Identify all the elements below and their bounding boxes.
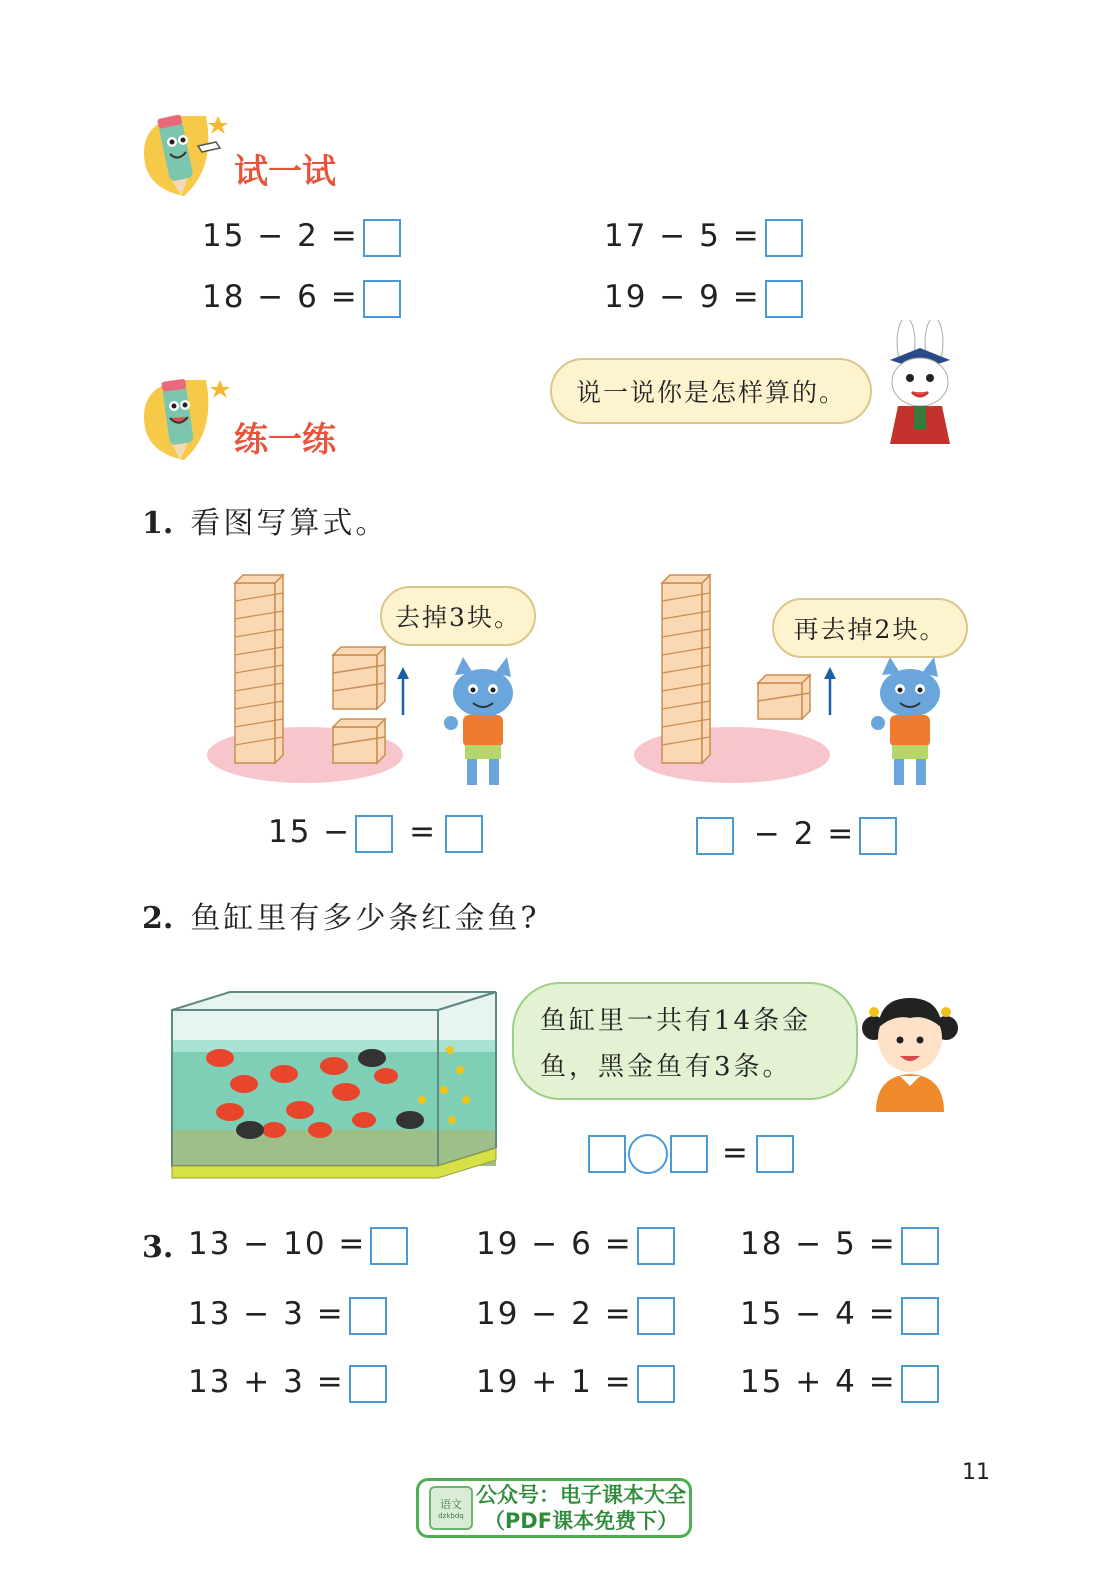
answer-box[interactable]	[670, 1135, 708, 1173]
question-number: 2.	[142, 901, 174, 936]
bubble-text: 再去掉2块。	[793, 615, 947, 644]
answer-box[interactable]	[637, 1365, 675, 1403]
question-2	[142, 893, 540, 937]
answer-box[interactable]	[859, 817, 897, 855]
pencil-mascot-icon	[136, 108, 231, 203]
equation-text: 15 − 4 =	[740, 1296, 897, 1332]
answer-box[interactable]	[363, 219, 401, 257]
rabbit-teacher-illustration	[870, 320, 970, 450]
q3-equation	[476, 1364, 675, 1403]
cat-speech-bubble	[380, 586, 536, 646]
try-title: 试一试	[234, 152, 336, 192]
equals-sign: =	[721, 1134, 750, 1171]
practice-section-header	[136, 372, 356, 467]
bubble-line: 鱼，黑金鱼有3条。	[540, 1052, 792, 1082]
question-3-number	[142, 1230, 173, 1265]
equals-sign: =	[409, 814, 438, 850]
answer-box[interactable]	[637, 1297, 675, 1335]
cat-mascot	[871, 657, 940, 785]
question-number: 3.	[142, 1230, 174, 1265]
q3-equation	[740, 1226, 939, 1265]
try-equation	[604, 218, 803, 257]
q3-equation	[476, 1296, 675, 1335]
equation-text: 13 − 3 =	[188, 1296, 345, 1332]
try-equation	[202, 279, 401, 318]
equation-text: 17 − 5 =	[604, 218, 761, 254]
answer-box[interactable]	[696, 817, 734, 855]
equation-text: 18 − 6 =	[202, 279, 359, 315]
book-icon-caption: dzkbdq	[438, 1512, 464, 1520]
cat-mascot	[444, 657, 513, 785]
book-icon-text: 语文	[440, 1498, 462, 1511]
answer-box[interactable]	[363, 280, 401, 318]
fish-tank-illustration	[160, 980, 510, 1180]
answer-box[interactable]	[588, 1135, 626, 1173]
answer-box[interactable]	[637, 1227, 675, 1265]
practice-title: 练一练	[234, 420, 336, 460]
q3-equation	[188, 1296, 387, 1335]
equation-text: 15 + 4 =	[740, 1364, 897, 1400]
q3-equation	[188, 1364, 387, 1403]
question-text: 鱼缸里有多少条红金鱼?	[190, 901, 540, 936]
equation-text: 19 − 9 =	[604, 279, 761, 315]
answer-box[interactable]	[901, 1297, 939, 1335]
q3-equation	[476, 1226, 675, 1265]
footer-text	[473, 1482, 689, 1534]
answer-box[interactable]	[901, 1227, 939, 1265]
girl-illustration	[860, 984, 960, 1112]
equation-text: 13 + 3 =	[188, 1364, 345, 1400]
answer-box[interactable]	[349, 1297, 387, 1335]
q1-right-equation	[692, 816, 897, 855]
answer-box[interactable]	[355, 815, 393, 853]
question-text: 看图写算式。	[190, 506, 389, 541]
answer-box[interactable]	[445, 815, 483, 853]
equation-text: 18 − 5 =	[740, 1226, 897, 1262]
q3-equation	[188, 1226, 408, 1265]
answer-box[interactable]	[901, 1365, 939, 1403]
answer-box[interactable]	[765, 280, 803, 318]
operator-circle[interactable]	[628, 1134, 668, 1174]
answer-box[interactable]	[370, 1227, 408, 1265]
q2-equation	[584, 1134, 794, 1174]
page-number: 11	[962, 1460, 990, 1485]
answer-box[interactable]	[765, 219, 803, 257]
equation-text: 15 − 2 =	[202, 218, 359, 254]
footer-line: （PDF课本免费下）	[483, 1509, 679, 1533]
question-1	[142, 498, 388, 542]
try-section-header	[136, 108, 356, 203]
pencil-mascot-icon	[136, 372, 231, 467]
bubble-text: 去掉3块。	[395, 603, 521, 632]
q3-equation	[740, 1296, 939, 1335]
q1-left-equation	[268, 814, 483, 853]
rabbit-speech-bubble	[550, 358, 872, 424]
equation-text: 19 − 2 =	[476, 1296, 633, 1332]
try-equation	[202, 218, 401, 257]
girl-speech-bubble	[512, 982, 858, 1100]
equation-text: 19 + 1 =	[476, 1364, 633, 1400]
q3-equation	[740, 1364, 939, 1403]
bubble-text: 说一说你是怎样算的。	[575, 378, 846, 407]
cat-speech-bubble	[772, 598, 968, 658]
answer-box[interactable]	[349, 1365, 387, 1403]
equation-text: 15 −	[268, 814, 352, 850]
answer-box[interactable]	[756, 1135, 794, 1173]
footer-line: 公众号：电子课本大全	[476, 1483, 686, 1507]
try-equation	[604, 279, 803, 318]
book-icon	[429, 1486, 473, 1530]
question-number: 1.	[142, 506, 174, 541]
equation-text: 13 − 10 =	[188, 1226, 367, 1262]
footer-badge	[416, 1478, 692, 1538]
bubble-line: 鱼缸里一共有14条金	[540, 1006, 812, 1036]
equation-text: 19 − 6 =	[476, 1226, 633, 1262]
equation-text: − 2 =	[753, 816, 856, 852]
